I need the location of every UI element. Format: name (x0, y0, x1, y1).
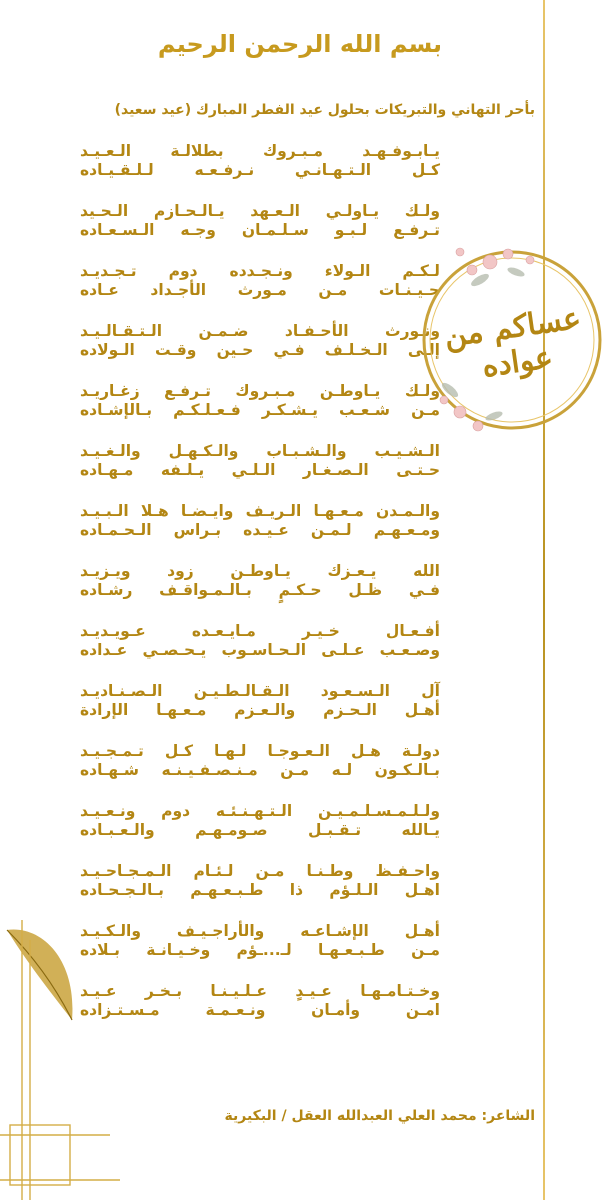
poem-line: فـي ظـل حـكـمٍ بـالـمـواقـف رشـاده (80, 581, 440, 599)
poem-line: إلـى الـخـلـف فـي حـين وقـت الـولاده (80, 341, 440, 359)
poem-line: آل الـسـعـود الـقـالـطـيـن الـصـنـاديـد (80, 682, 440, 700)
stanza (80, 682, 440, 720)
poem-line: ولـك يـاوطـن مـبـروك تـرفـع زغـاريـد (80, 382, 440, 400)
stanza (80, 622, 440, 660)
poem-line: ونـورث الأحـفـاد ضـمـن الـتـقـالـيـد (80, 322, 440, 340)
stanza (80, 142, 440, 180)
page-title: بسم الله الرحمن الرحيم (157, 30, 443, 58)
poem-line: لـكـم الـولاء ونـجـدده دوم تـجـديـد (80, 262, 440, 280)
poem-line: يـابـوفـهـد مـبـروك بطلالـة الـعـيـد (80, 142, 440, 160)
poem-line: أفـعـال خـيـر مـايـعـده عـويـديـد (80, 622, 440, 640)
eid-badge-text: عساكم من عواده (442, 300, 584, 385)
greeting-intro: بأحر التهاني والتبريكات بحلول عيد الفطر المبارك (عيد سعيد) (114, 102, 535, 118)
stanza (80, 922, 440, 960)
poem-line: يـالله تـقـبـل صـومـهـم والـعـبـاده (80, 821, 440, 839)
stanza (80, 202, 440, 240)
poem-line: كـل الـتـهـانـي نـرفـعـه لـلـقـيـاده (80, 161, 440, 179)
poem-line: أهـل الـحـزم والـعـزم مـعـهـا الإرادة (80, 701, 440, 719)
poem-line: ومـعـهـم لـمـن عـيـده بـراس الـحـمـاده (80, 521, 440, 539)
poem-line: ولـك يـاولـي الـعـهد يـالـحـازم الـحـيد (80, 202, 440, 220)
poet-credit: الشاعر: محمد العلي العبدالله العقل / البكيرية (224, 1108, 535, 1124)
stanza (80, 382, 440, 420)
poem-line: دولـة هـل الـعـوجـا لـهـا كـل تـمـجـيـد (80, 742, 440, 760)
poem-line: تـرفـع لـبـو سـلـمـان وجـه الـسـعـاده (80, 221, 440, 239)
poem-line: الـشـيـب والـشـبـاب والـكـهـل والـغـيـد (80, 442, 440, 460)
stanza (80, 562, 440, 600)
stanza (80, 262, 440, 300)
stanza (80, 802, 440, 840)
poem-line: واحـفـظ وطـنـا مـن لـئـام الـمـجـاحـيـد (80, 862, 440, 880)
stanza (80, 862, 440, 900)
gold-corner-frame (0, 900, 120, 1200)
poem-line: الله يـعـزك يـاوطـن زود ويـزيـد (80, 562, 440, 580)
poem-line: مـن طـبـعـهـا لـ...ـؤم وخـيـانـة بـلاده (80, 941, 440, 959)
poem-line: أهـل الإشـاعـه والأراجـيـف والـكـيـد (80, 922, 440, 940)
stanza (80, 742, 440, 780)
poem-line: ولـلـمـسـلـمـيـن الـتـهـنـئـه دوم ونـعـيـد (80, 802, 440, 820)
stanza (80, 502, 440, 540)
poem-line: بـالـكـون لـه مـن مـنـصـفـيـنـه شـهـاده (80, 761, 440, 779)
poem-line: جـيـنـات مـن مـورث الأجـداد عـاده (80, 281, 440, 299)
poem-line: امـن وأمـان ونـعـمـة مـسـتـزاده (80, 1001, 440, 1019)
poem-line: اهـل الـلـؤم ذا طـبـعـهـم بـالـجـحـاده (80, 881, 440, 899)
stanza (80, 322, 440, 360)
gold-divider-line (543, 0, 545, 1200)
stanza (80, 982, 440, 1020)
stanza (80, 442, 440, 480)
poem-line: حـتـى الـصـغـار الـلـي يـلـفه مـهـاده (80, 461, 440, 479)
poem-line: وصـعـب عـلـى الـحـاسـوب يـحـصـي عـداده (80, 641, 440, 659)
poem (80, 142, 440, 1042)
poem-line: والـمـدن مـعـهـا الـريـف وايـضـا هـلا الـبـيـد (80, 502, 440, 520)
poem-line: مـن شـعـب يـشـكـر فـعـلـكـم بـالإشـاده (80, 401, 440, 419)
poem-line: وخـتـامـهـا عـيـدٍ عـلـيـنـا بـخـر عـيـد (80, 982, 440, 1000)
